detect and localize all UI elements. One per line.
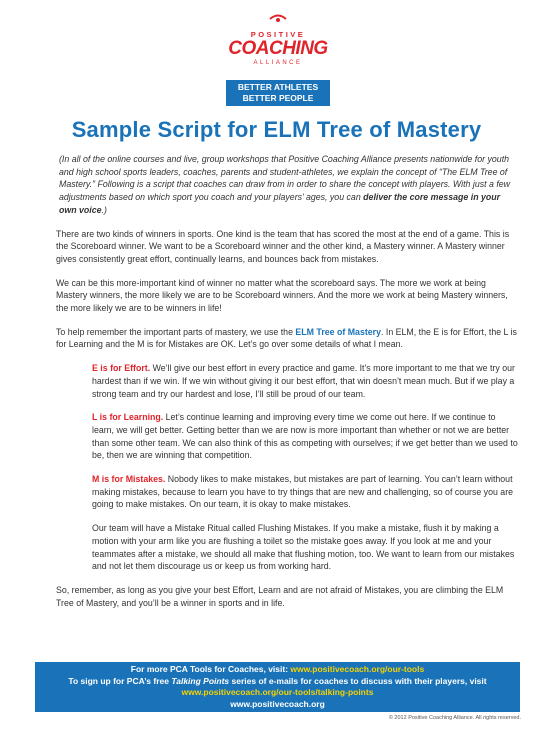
footer-line-1: For more PCA Tools for Coaches, visit: www.positivecoach.org/our-tools [130, 664, 425, 674]
logo-alliance: ALLIANCE [253, 60, 303, 66]
paragraph-two-winners: There are two kinds of winners in sports. One kind is the team that has scored the most at the end of a game. This is the Scoreboard winner. We want to be a Scoreboard winner and the other kind, a Mastery winner. A Mastery winner gives consistently great effort, continually learns, and bounces back from mistakes. [56, 228, 510, 264]
paragraph-mistakes: M is for Mistakes. Nobody likes to make mistakes, but mistakes are part of learning. You can’t learn without making mistakes, because to learn you have to try things that are new and challenging, so of course you are going to make mistakes. On our team, it is okay to make mistakes. [92, 474, 514, 510]
effort-keyword: E is for Effort. [92, 363, 151, 374]
mistakes-keyword: M is for Mistakes. [92, 474, 166, 485]
footer-banner [35, 662, 520, 712]
paragraph-learning: L is for Learning. Let’s continue learning and improving every time we come out here. If we continue to learn, we will get better. Getting better than we are now is more important than whether or not we are better than some other team. We can also think of this as competing with ourselves; if we get better than we used to be, then we are winning that competition. [92, 412, 518, 461]
paragraph-closing: So, remember, as long as you give your best Effort, Learn and are not afraid of Mistakes, you are climbing the ELM Tree of Mastery, and you’ll be a winner in sports and in life. [56, 584, 504, 608]
talking-points-link[interactable]: www.positivecoach.org/our-tools/talking-points [181, 687, 374, 697]
whistle-icon [268, 14, 288, 24]
paragraph-effort: E is for Effort. We’ll give our best effort in every practice and game. It’s more important to me that we try our hardest than if we win. If we win without giving it our best effort, that win doesn’t mean much. But if we play a strong team and try our hardest and lose, I’ll still be proud of our team. [92, 363, 515, 399]
tools-link[interactable]: www.positivecoach.org/our-tools [290, 664, 425, 674]
paragraph-mistake-ritual: Our team will have a Mistake Ritual called Flushing Mistakes. If you make a mistake, flush it by making a motion with your arm like you are flushing a toilet so the mistake goes away. If you look at me and your teammates after a mistake, we should all make that flushing motion, too. We want to learn from our mistakes and not let them discourage us or keep us from working hard. [92, 523, 515, 572]
intro-emphasis: deliver the core message in your own voice [59, 192, 501, 215]
website-link[interactable]: www.positivecoach.org [230, 698, 325, 709]
paragraph-elm-intro: To help remember the important parts of mastery, we use the ELM Tree of Mastery. In ELM, the E is for Effort, the L is for Learning and the M is for Mistakes are OK. Let’s go over some details of what I mean. [56, 326, 517, 350]
tagline-banner [226, 80, 330, 106]
copyright-notice: © 2012 Positive Coaching Alliance. All rights reserved. [388, 715, 521, 721]
paragraph-mastery-winner: We can be this more-important kind of winner no matter what the scoreboard says. The more we work at being Mastery winners, the more likely we are to be Scoreboard winners. And the more we work at being Mastery winners, the more likely we are to be winners in life! [56, 277, 508, 314]
page-title: Sample Script for ELM Tree of Mastery [71, 117, 482, 142]
elm-tree-keyword: ELM Tree of Mastery [295, 326, 381, 337]
learning-keyword: L is for Learning. [92, 412, 164, 423]
logo-positive: POSITIVE [250, 30, 306, 39]
intro-paragraph: (In all of the online courses and live, group workshops that Positive Coaching Alliance presents nationwide for youth and high school sports leaders, coaches, parents and student-athletes, we explain the concept of “The ELM Tree of Mastery.” Following is a script that coaches can draw from in order to share the concept with players. With just a few adjustments based on which sport you coach and your players’ ages, you can deliver the core message in your own voice.) [59, 154, 511, 215]
footer-line-2: To sign up for PCA’s free Talking Points series of e-mails for coaches to discuss with their players, visit [68, 675, 487, 686]
pca-logo [226, 12, 330, 67]
tagline-line-2: BETTER PEOPLE [242, 93, 314, 103]
logo-coaching: COACHING [228, 38, 328, 59]
tagline-line-1: BETTER ATHLETES [237, 82, 319, 92]
script-content [56, 153, 519, 620]
